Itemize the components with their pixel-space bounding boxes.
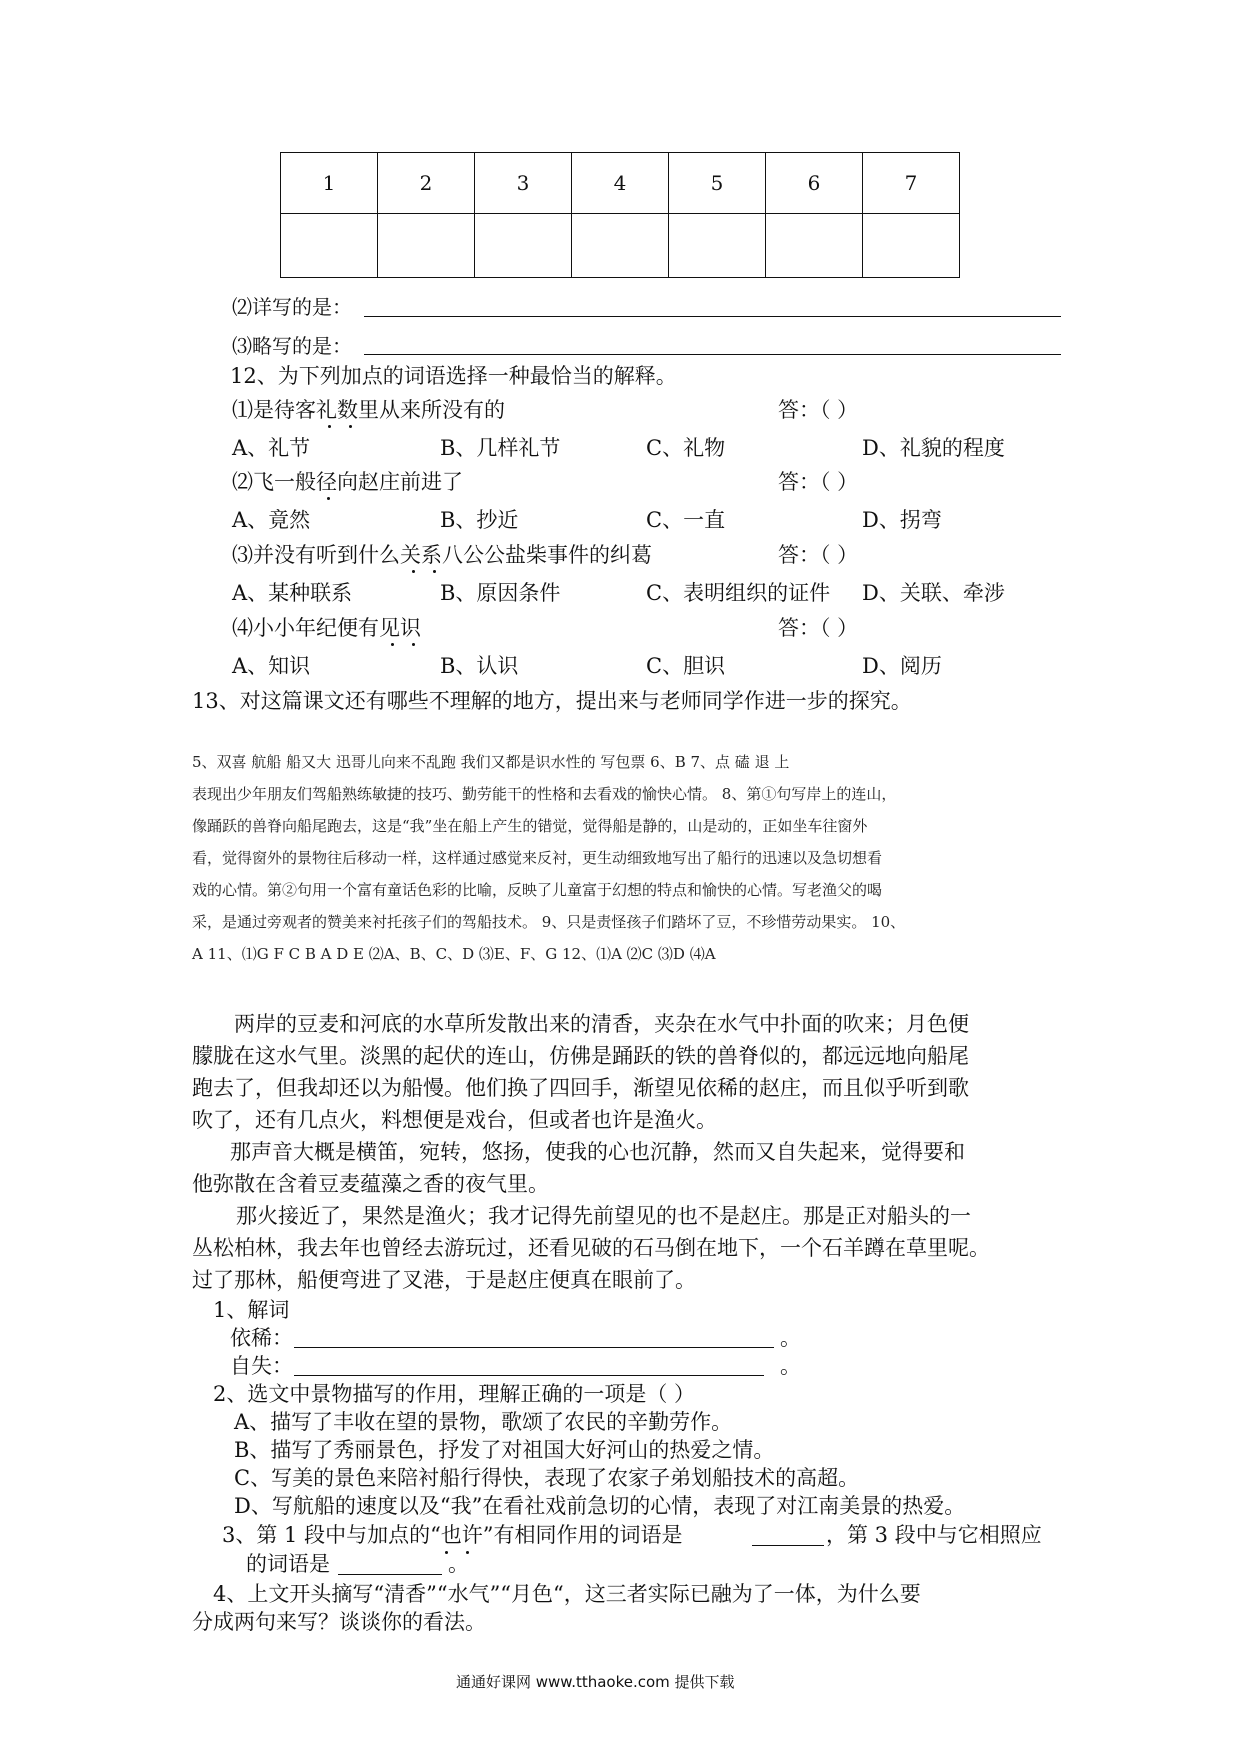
q12-item2-answer-prompt: 答：（ ）: [778, 470, 859, 494]
table-answer-cell[interactable]: [475, 214, 572, 278]
q12-item3-answer-prompt: 答：（ ）: [778, 543, 859, 567]
ex-q1-word1: 依稀：: [230, 1326, 293, 1350]
answer-key-line: 看，觉得窗外的景物往后移动一样，这样通过感觉来反衬，更生动细致地写出了船行的迅速以及急切想看: [192, 849, 883, 867]
answer-grid-table: [280, 152, 960, 278]
q12-item1-option-d: D、礼貌的程度: [862, 436, 1005, 460]
q12-item4-option-a: A、知识: [232, 654, 311, 678]
passage-line: 跑去了，但我却还以为船慢。他们换了四回手，渐望见依稀的赵庄，而且似乎听到歌: [192, 1076, 969, 1100]
ex-q2-title: 2、选文中景物描写的作用，理解正确的一项是（ ）: [213, 1382, 696, 1406]
table-answer-cell[interactable]: [669, 214, 766, 278]
q12-item1-option-c: C、礼物: [646, 436, 726, 460]
q12-item2-option-c: C、一直: [646, 508, 726, 532]
q12-item4-option-c: C、胆识: [646, 654, 726, 678]
q12-item1-stem: ⑴是待客礼数里从来所没有的: [232, 398, 505, 422]
q12-item3-option-a: A、某种联系: [232, 581, 353, 605]
table-answer-row: [281, 214, 960, 278]
emphasis-dot: [328, 425, 331, 428]
q12-item4-option-b: B、认识: [440, 654, 519, 678]
q12-item3-stem: ⑶并没有听到什么关系八公公盐柴事件的纠葛: [232, 543, 652, 567]
passage-line: 他弥散在含着豆麦蕴藻之香的夜气里。: [192, 1172, 549, 1196]
passage-line: 那火接近了，果然是渔火；我才记得先前望见的也不是赵庄。那是正对船头的一: [236, 1204, 971, 1228]
q12-item1-option-b: B、几样礼节: [440, 436, 561, 460]
table-header-cell: 6: [766, 153, 863, 214]
table-header-cell: 2: [378, 153, 475, 214]
ex-q4-line2: 分成两句来写？谈谈你的看法。: [192, 1610, 486, 1634]
emphasis-dot: [327, 497, 330, 500]
emphasis-dot: [349, 425, 352, 428]
q12-item3-option-b: B、原因条件: [440, 581, 561, 605]
table-answer-cell[interactable]: [572, 214, 669, 278]
answer-key-line: 5、双喜 航船 船又大 迅哥儿向来不乱跑 我们又都是识水性的 写包票 6、B 7、点 磕 退 上: [192, 753, 790, 771]
ex-q2-option-a: A、描写了丰收在望的景物，歌颂了农民的辛勤劳作。: [234, 1410, 733, 1434]
ex-q3-text-part2: ，第 3 段中与它相照应: [826, 1523, 1042, 1547]
passage-line: 丛松柏林，我去年也曾经去游玩过，还看见破的石马倒在地下，一个石羊蹲在草里呢。: [192, 1236, 990, 1260]
ex-q3-blank2[interactable]: [338, 1574, 442, 1575]
table-header-cell: 4: [572, 153, 669, 214]
ex-q4-line1: 4、上文开头摘写“清香”“水气”“月色“，这三者实际已融为了一体，为什么要: [213, 1582, 921, 1606]
ex-q2-option-d: D、写航船的速度以及“我”在看社戏前急切的心情，表现了对江南美景的热爱。: [234, 1494, 966, 1518]
table-header-cell: 7: [863, 153, 960, 214]
q12-item2-option-a: A、竟然: [232, 508, 311, 532]
ex-q3-period: 。: [448, 1552, 469, 1576]
q12-item1-option-a: A、礼节: [232, 436, 311, 460]
ex-q2-option-c: C、写美的景色来陪衬船行得快，表现了农家子弟划船技术的高超。: [234, 1466, 860, 1490]
ex-q1-word1-period: 。: [780, 1326, 801, 1350]
answer-key-line: 表现出少年朋友们驾船熟练敏捷的技巧、勤劳能干的性格和去看戏的愉快心情。 8、第①句写岸上的连山，: [192, 785, 897, 803]
q12-item3-option-c: C、表明组织的证件: [646, 581, 831, 605]
emphasis-dot: [412, 570, 415, 573]
ex-q1-word1-answer-line[interactable]: [294, 1347, 774, 1348]
ex-q1-word2: 自失：: [230, 1354, 293, 1378]
answer-key-line: A 11、⑴G F C B A D E ⑵A、B、C、D ⑶E、F、G 12、⑴A ⑵C ⑶D ⑷A: [192, 945, 716, 963]
ex-q1-word2-answer-line[interactable]: [294, 1375, 764, 1376]
ex-q2-option-b: B、描写了秀丽景色，抒发了对祖国大好河山的热爱之情。: [234, 1438, 775, 1462]
emphasis-dot: [391, 643, 394, 646]
q12-item1-answer-prompt: 答：（ ）: [778, 398, 859, 422]
answer-key-line: 像踊跃的兽脊向船尾跑去，这是“我”坐在船上产生的错觉，觉得船是静的，山是动的，正如坐车往窗外: [192, 817, 868, 835]
q12-item3-option-d: D、关联、牵涉: [862, 581, 1005, 605]
q12-item4-answer-prompt: 答：（ ）: [778, 616, 859, 640]
brief-answer-line[interactable]: [364, 354, 1061, 355]
page-footer: 通通好课网 www.tthaoke.com 提供下载: [456, 1673, 735, 1691]
q12-item2-option-d: D、拐弯: [862, 508, 942, 532]
ex-q1-title: 1、解词: [213, 1298, 290, 1322]
table-header-row: [281, 153, 960, 214]
detail-answer-line[interactable]: [364, 316, 1061, 317]
q12-item2-option-b: B、抄近: [440, 508, 519, 532]
table-answer-cell[interactable]: [378, 214, 475, 278]
ex-q1-word2-period: 。: [780, 1354, 801, 1378]
answer-key-line: 采，是通过旁观者的赞美来衬托孩子们的驾船技术。 9、只是责怪孩子们踏坏了豆，不珍惜劳动果实。 10、: [192, 913, 906, 931]
q12-item4-stem: ⑷小小年纪便有见识: [232, 616, 421, 640]
table-answer-cell[interactable]: [281, 214, 378, 278]
table-answer-cell[interactable]: [766, 214, 863, 278]
passage-line: 过了那林，船便弯进了叉港，于是赵庄便真在眼前了。: [192, 1268, 696, 1292]
q12-item2-stem: ⑵飞一般径向赵庄前进了: [232, 470, 463, 494]
detail-label: ⑵详写的是：: [232, 295, 352, 319]
passage-line: 两岸的豆麦和河底的水草所发散出来的清香，夹杂在水气中扑面的吹来；月色便: [234, 1012, 969, 1036]
brief-label: ⑶略写的是：: [232, 334, 352, 358]
q13-text: 13、对这篇课文还有哪些不理解的地方，提出来与老师同学作进一步的探究。: [192, 689, 912, 713]
ex-q3-blank1[interactable]: [752, 1545, 824, 1546]
emphasis-dot: [412, 643, 415, 646]
table-answer-cell[interactable]: [863, 214, 960, 278]
table-header-cell: 1: [281, 153, 378, 214]
passage-line: 吹了，还有几点火，料想便是戏台，但或者也许是渔火。: [192, 1108, 717, 1132]
emphasis-dot: [433, 570, 436, 573]
ex-q3-text-part3: 的词语是: [246, 1552, 330, 1576]
table-header-cell: 3: [475, 153, 572, 214]
q12-title: 12、为下列加点的词语选择一种最恰当的解释。: [230, 364, 677, 388]
ex-q3-text-part1: 3、第 1 段中与加点的“也许”有相同作用的词语是: [222, 1523, 683, 1547]
passage-line: 那声音大概是横笛，宛转，悠扬，使我的心也沉静，然而又自失起来，觉得要和: [230, 1140, 965, 1164]
answer-key-line: 戏的心情。第②句用一个富有童话色彩的比喻，反映了儿童富于幻想的特点和愉快的心情。写老渔父的喝: [192, 881, 883, 899]
passage-line: 朦胧在这水气里。淡黑的起伏的连山，仿佛是踊跃的铁的兽脊似的，都远远地向船尾: [192, 1044, 969, 1068]
q12-item4-option-d: D、阅历: [862, 654, 942, 678]
table-header-cell: 5: [669, 153, 766, 214]
